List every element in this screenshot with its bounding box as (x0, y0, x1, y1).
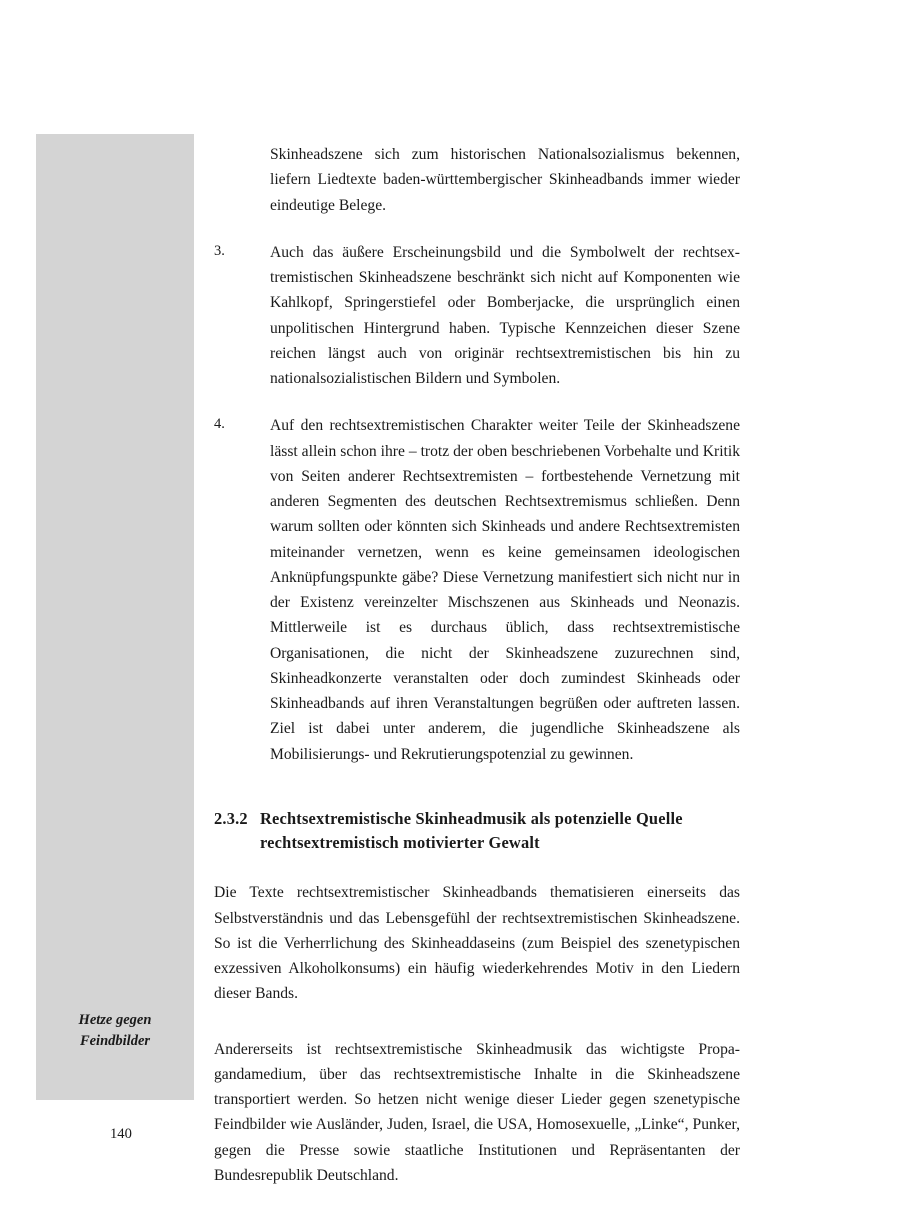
body-paragraph: Andererseits ist rechtsextremistische Skinheadmusik das wichtigste Propagandamedium, über das rechtsextremistische Inhalte in die Skinheadszene transportiert werden. So hetzen nicht wenige dieser Lieder gegen szenetypische Feindbilder wie Ausländer, Juden, Israel, die USA, Homosexuelle, „Linke“, Punker, gegen die Presse sowie staatliche Institutionen und Repräsentanten der Bundesrepublik Deutschland. (214, 1040, 740, 1184)
list-item (214, 413, 740, 767)
list-item-number: 4. (214, 416, 225, 433)
section-number: 2.3.2 (214, 808, 248, 828)
margin-band (36, 134, 194, 1100)
section-title-line-2: rechtsextremistisch motivierter Gewalt (260, 832, 540, 852)
list-item (214, 240, 740, 392)
section-title-line-1: Rechtsextremistische Skinheadmusik als potenzielle Quelle (260, 808, 683, 828)
margin-note (36, 1010, 194, 1052)
intro-paragraph: Skinheadszene sich zum historischen Nationalsozialismus bekennen, liefern Liedtexte baden-württembergischer Skinheadbands immer wieder eindeutige Belege. (270, 146, 740, 214)
section-title (260, 807, 740, 855)
list-item-text: Auf den rechtsextremistischen Charakter weiter Teile der Skinheadszene lässt allein schon ihre – trotz der oben beschriebenen Vorbehalte und Kritik von Seiten anderer Rechtsextremisten – fortbestehende Vernetzung mit anderen Segmenten des deutschen Rechtsextremismus schließen. Denn warum sollten oder könnten sich Skinheads und andere Rechtsextremisten miteinander vernetzen, wenn es keine gemeinsamen ideologischen Anknüpfungspunkte gäbe? Diese Vernetzung manifestiert sich nicht nur in der Existenz vereinzelter Mischszenen aus Skinheads und Neonazis. Mittlerweile ist es durchaus üblich, dass rechtsextremistische Organisationen, die nicht der Skinheadszene zuzurechnen sind, Skinheadkonzerte veranstalten oder doch zumindest Skinheads oder Skinheadbands auf ihren Veranstaltungen begrüßen oder auftreten lassen. Ziel ist dabei unter anderem, die jugendliche Skinheadszene als Mobilisierungs- und Rekrutierungspotenzial zu gewinnen. (270, 417, 740, 763)
body-paragraph: Die Texte rechtsextremistischer Skinheadbands thematisieren einerseits das Selbstverständnis und das Lebensgefühl der rechtsextremistischen Skinheadszene. So ist die Verherrlichung des Skinheaddaseins (zum Beispiel des szenetypischen exzessiven Alkoholkonsums) ein häufig wiederkehrendes Motiv in den Liedern dieser Bands. (214, 884, 740, 1003)
margin-note-line-2: Feindbilder (79, 1033, 151, 1050)
page-content (214, 142, 740, 1188)
section-heading (214, 807, 740, 855)
list-item-text: Auch das äußere Erscheinungsbild und die Symbolwelt der rechtsextremistischen Skinheadszene beschränkt sich nicht auf Komponenten wie Kahlkopf, Springerstiefel oder Bomberjacke, die ursprünglich einen unpolitischen Hintergrund haben. Typische Kennzeichen dieser Szene reichen längst auch von originär rechtsextremistischen bis hin zu nationalsozialistischen Bildern und Symbolen. (270, 243, 740, 387)
page-number: 140 (110, 1126, 132, 1142)
list-item-number: 3. (214, 242, 225, 259)
margin-note-line-1: Hetze gegen (78, 1012, 152, 1028)
